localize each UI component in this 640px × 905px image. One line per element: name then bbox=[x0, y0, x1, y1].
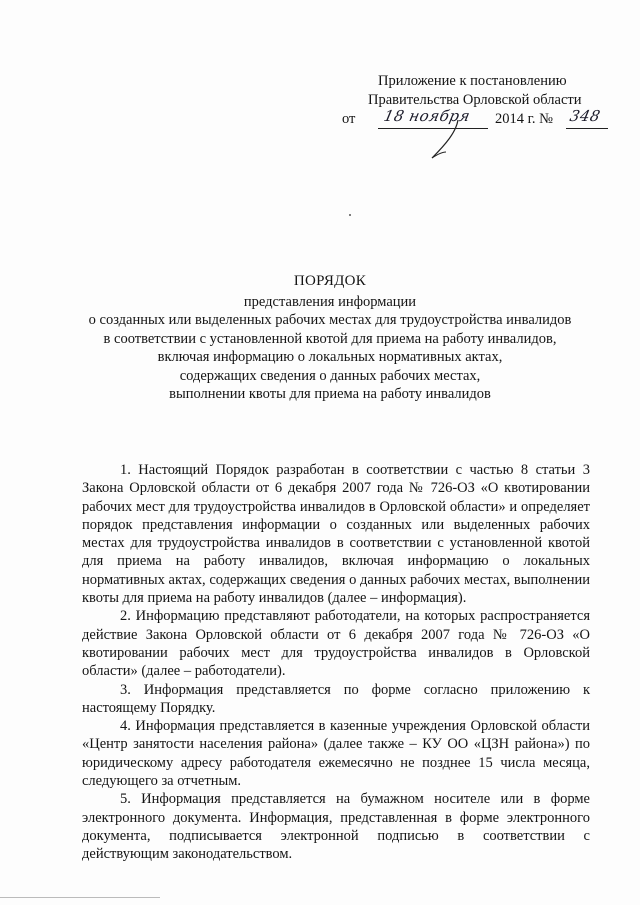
title-line: выполнении квоты для приема на работу инвалидов bbox=[169, 386, 491, 402]
title-line: в соответствии с установленной квотой для приема на работу инвалидов, bbox=[103, 330, 557, 347]
handwritten-number: 348 bbox=[568, 107, 603, 125]
paragraph-1: 1. Настоящий Порядок разработан в соответствии с частью 8 статьи 3 Закона Орловской области от 6 декабря 2007 года № 726-ОЗ «О квотировании рабочих мест для трудоустройства инвалидов в Орловской области» и определяет порядок представления информации о созданных или выделенных рабочих местах для трудоустройства инвалидов в соответствии с установленной квотой для приема на работу инвалидов, включая информацию о локальных нормативных актах, содержащих сведения о данных рабочих местах, выполнении квоты для приема на работу инвалидов (далее – информация). bbox=[82, 462, 590, 607]
approval-line-2: Правительства Орловской области bbox=[368, 92, 582, 108]
signature-stroke bbox=[428, 118, 468, 162]
paragraph-5: 5. Информация представляется на бумажном носителе или в форме электронного документа. Информация, представленная в форме электронного документа, подписывается электронной подписью в соответствии с действующим законодательством. bbox=[82, 791, 590, 863]
document-title bbox=[70, 272, 590, 404]
document-body bbox=[82, 461, 590, 864]
approval-from: от bbox=[342, 111, 356, 127]
approval-line-1: Приложение к постановлению bbox=[378, 73, 567, 89]
title-line: содержащих сведения о данных рабочих местах, bbox=[179, 367, 481, 384]
title-heading: ПОРЯДОК bbox=[293, 273, 367, 289]
title-line: включая информацию о локальных нормативных актах, bbox=[157, 349, 503, 365]
approval-date-line bbox=[340, 107, 603, 132]
scan-speck bbox=[349, 214, 351, 216]
paragraph-3: 3. Информация представляется по форме согласно приложению к настоящему Порядку. bbox=[82, 681, 590, 716]
handwritten-date: 18 ноября bbox=[382, 107, 472, 125]
paragraph-4: 4. Информация представляется в казенные учреждения Орловской области «Центр занятости населения района» (далее также – КУ ОО «ЦЗН района») по юридическому адресу работодателя ежемесячно не позднее 15 числа месяца, следующего за отчетным. bbox=[82, 718, 590, 790]
title-line: о созданных или выделенных рабочих местах для трудоустройства инвалидов bbox=[88, 312, 572, 328]
paragraph-2: 2. Информацию представляют работодатели, на которых распространяется действие Закона Орловской области от 6 декабря 2007 года № 726-ОЗ «О квотировании рабочих мест для трудоустройства инвалидов в Орловской области» (далее – работодатели). bbox=[82, 608, 590, 680]
title-line: представления информации bbox=[243, 293, 417, 310]
number-underline bbox=[566, 128, 608, 129]
approval-block bbox=[340, 72, 603, 132]
approval-year: 2014 г. № bbox=[495, 111, 554, 127]
page-edge-line bbox=[0, 897, 160, 898]
